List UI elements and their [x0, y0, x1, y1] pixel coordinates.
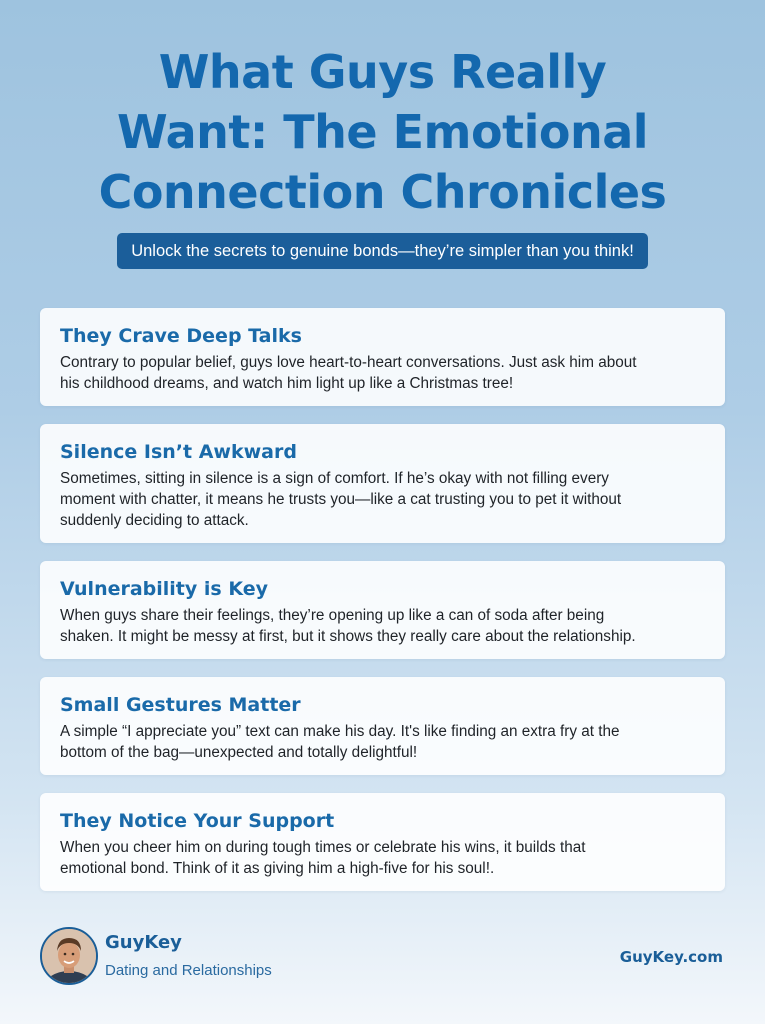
- card-support: [40, 793, 725, 891]
- card-body: [60, 468, 705, 531]
- subtitle-banner: Unlock the secrets to genuine bonds—they’re simpler than you think!: [117, 233, 648, 269]
- card-body: [60, 605, 705, 647]
- card-heading: Small Gestures Matter: [60, 694, 301, 716]
- card-body: [60, 837, 705, 879]
- card-heading: They Crave Deep Talks: [60, 325, 302, 347]
- card-heading: Silence Isn’t Awkward: [60, 441, 297, 463]
- card-heading: They Notice Your Support: [60, 810, 335, 832]
- card-body-line: moment with chatter, it means he trusts you—like a cat trusting you to pet it without: [60, 491, 622, 508]
- card-body-line: When you cheer him on during tough times or celebrate his wins, it builds that: [60, 839, 586, 856]
- card-heading: Vulnerability is Key: [60, 578, 268, 600]
- card-small-gestures: [40, 677, 725, 775]
- card-body-line: bottom of the bag—unexpected and totally delightful!: [60, 744, 418, 761]
- brand-name: GuyKey: [105, 932, 182, 953]
- title-line-3: Connection Chronicles: [98, 165, 667, 219]
- card-body-line: shaken. It might be messy at first, but it shows they really care about the relationship.: [60, 628, 636, 645]
- avatar: [40, 927, 98, 985]
- card-body-line: When guys share their feelings, they’re opening up like a can of soda after being: [60, 607, 605, 624]
- card-body-line: his childhood dreams, and watch him light up like a Christmas tree!: [60, 375, 514, 392]
- card-body-line: suddenly deciding to attack.: [60, 512, 249, 529]
- page-title: [20, 42, 745, 222]
- card-deep-talks: [40, 308, 725, 406]
- avatar-portrait-icon: [42, 929, 96, 983]
- website-link[interactable]: GuyKey.com: [619, 948, 723, 966]
- title-line-2: Want: The Emotional: [117, 105, 648, 159]
- brand-tagline: Dating and Relationships: [105, 962, 272, 979]
- card-body-line: Contrary to popular belief, guys love heart-to-heart conversations. Just ask him about: [60, 354, 637, 371]
- card-body: [60, 352, 705, 394]
- card-body-line: emotional bond. Think of it as giving him a high-five for his soul!.: [60, 860, 495, 877]
- card-body: [60, 721, 705, 763]
- card-silence: [40, 424, 725, 543]
- card-body-line: A simple “I appreciate you” text can make his day. It's like finding an extra fry at the: [60, 723, 620, 740]
- subtitle-container: [0, 233, 765, 269]
- card-vulnerability: [40, 561, 725, 659]
- title-line-1: What Guys Really: [158, 45, 607, 99]
- card-body-line: Sometimes, sitting in silence is a sign of comfort. If he’s okay with not filling every: [60, 470, 609, 487]
